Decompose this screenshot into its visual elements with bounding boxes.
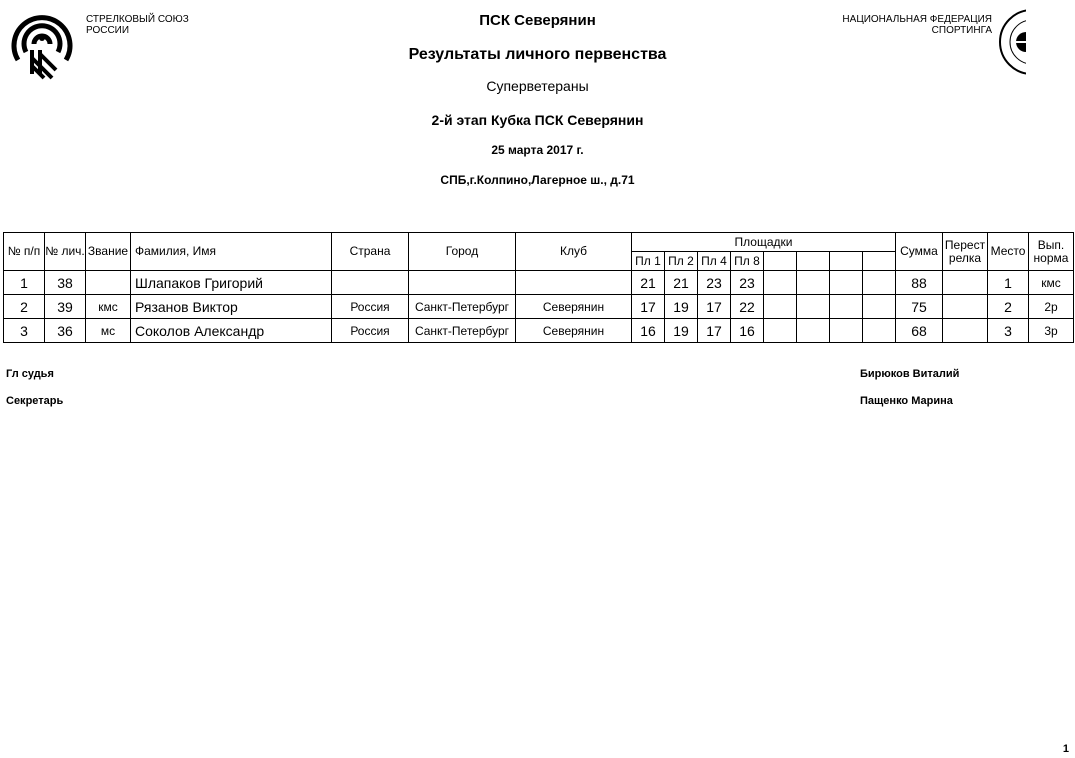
cell-score: 19 [665,295,698,319]
cell-empty [830,271,863,295]
cell-city: Санкт-Петербург [409,295,516,319]
cell-score: 21 [665,271,698,295]
cell-country [332,271,409,295]
event-date: 25 марта 2017 г. [491,143,584,157]
category: Суперветераны [486,78,589,94]
cell-empty [764,319,797,343]
cell-score: 19 [665,319,698,343]
cell-score: 16 [731,319,764,343]
cell-score: 21 [632,271,665,295]
cell-sum: 75 [896,295,943,319]
cell-score: 22 [731,295,764,319]
secretary-name: Пащенко Марина [860,395,953,407]
header-place: Место [988,233,1029,271]
cell-rank [86,271,131,295]
header-sum: Сумма [896,233,943,271]
ground-label-empty [764,252,797,271]
header-country: Страна [332,233,409,271]
org-right-line1: НАЦИОНАЛЬНАЯ ФЕДЕРАЦИЯ [842,14,992,25]
cell-lic: 36 [45,319,86,343]
cell-sum: 68 [896,319,943,343]
cell-empty [863,295,896,319]
cell-score: 23 [698,271,731,295]
cell-country: Россия [332,295,409,319]
ground-label: Пл 2 [665,252,698,271]
org-right-line2: СПОРТИНГА [931,25,992,36]
cell-place: 1 [988,271,1029,295]
ground-label-empty [830,252,863,271]
header-num: № п/п [4,233,45,271]
header-norm: Вып. норма [1029,233,1074,271]
ground-label-empty [797,252,830,271]
cell-empty [863,319,896,343]
cell-shootoff [943,319,988,343]
cell-score: 17 [698,295,731,319]
cell-score: 17 [632,295,665,319]
cell-city: Санкт-Петербург [409,319,516,343]
ground-label: Пл 8 [731,252,764,271]
cell-empty [830,295,863,319]
cell-club: Северянин [516,319,632,343]
cell-empty [764,271,797,295]
page-title: Результаты личного первенства [408,46,667,63]
cell-rank: мс [86,319,131,343]
cell-num: 1 [4,271,45,295]
event-title: 2-й этап Кубка ПСК Северянин [431,112,644,128]
header-club: Клуб [516,233,632,271]
cell-shootoff [943,295,988,319]
cell-norm: кмс [1029,271,1074,295]
secretary-label: Секретарь [6,395,64,407]
cell-name: Соколов Александр [131,319,332,343]
cell-name: Рязанов Виктор [131,295,332,319]
ground-label: Пл 1 [632,252,665,271]
cell-place: 2 [988,295,1029,319]
cell-empty [797,295,830,319]
table-row [4,319,1074,343]
club-title: ПСК Северянин [479,12,596,29]
cell-empty [797,271,830,295]
cell-norm: 2р [1029,295,1074,319]
cell-num: 2 [4,295,45,319]
cell-lic: 38 [45,271,86,295]
cell-lic: 39 [45,295,86,319]
page-number: 1 [1062,743,1069,755]
cell-country: Россия [332,319,409,343]
cell-empty [797,319,830,343]
table-row [4,295,1074,319]
header-shootoff: Перест релка [943,233,988,271]
cell-empty [830,319,863,343]
cell-num: 3 [4,319,45,343]
org-left-line2: РОССИИ [86,25,130,36]
header-grounds: Площадки [632,233,896,252]
cell-name: Шлапаков Григорий [131,271,332,295]
results-table [3,232,1074,343]
event-location: СПБ,г.Колпино,Лагерное ш., д.71 [440,173,635,187]
header-name: Фамилия, Имя [131,233,332,271]
cell-norm: 3р [1029,319,1074,343]
org-left-line1: СТРЕЛКОВЫЙ СОЮЗ [86,14,189,25]
cell-city [409,271,516,295]
cell-place: 3 [988,319,1029,343]
cell-rank: кмс [86,295,131,319]
cell-score: 17 [698,319,731,343]
header-lic: № лич. [45,233,86,271]
cell-club: Северянин [516,295,632,319]
cell-shootoff [943,271,988,295]
header-city: Город [409,233,516,271]
cell-empty [764,295,797,319]
cell-club [516,271,632,295]
judge-name: Бирюков Виталий [860,368,960,380]
judge-label: Гл судья [6,368,54,380]
cell-score: 16 [632,319,665,343]
table-row [4,271,1074,295]
ground-label-empty [863,252,896,271]
cell-sum: 88 [896,271,943,295]
cell-score: 23 [731,271,764,295]
ground-label: Пл 4 [698,252,731,271]
header-rank: Звание [86,233,131,271]
cell-empty [863,271,896,295]
